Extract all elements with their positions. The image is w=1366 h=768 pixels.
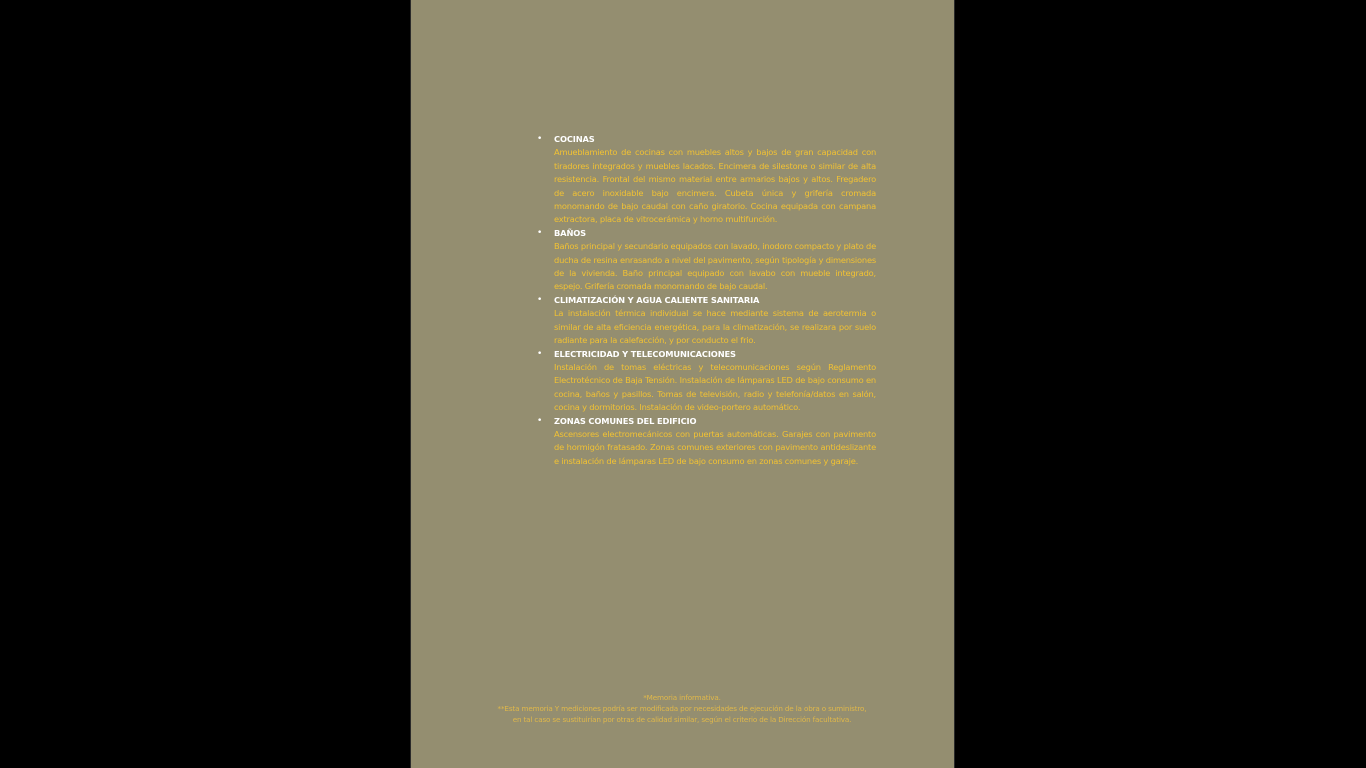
section-banos bbox=[537, 227, 876, 294]
footer-note bbox=[497, 692, 867, 726]
section-text: Amueblamiento de cocinas con muebles altos y bajos de gran capacidad con tiradores integrados y muebles lacados. Encimera de silestone o similar de alta resistencia. Frontal del mismo material entre armarios bajos y altos. Fregadero de acero inoxidable bajo encimera. Cubeta única y grifería cromada monomando de bajo caudal con caño giratorio. Cocina equipada con campana extractora, placa de vitrocerámica y horno multifunción. bbox=[554, 147, 876, 225]
section-text: Ascensores electromecánicos con puertas automáticas. Garajes con pavimento de hormigón fratasado. Zonas comunes exteriores con pavimento antideslizante e instalación de lámparas LED de bajo consumo en zonas comunes y garaje. bbox=[554, 428, 876, 466]
section-text: Instalación de tomas eléctricas y telecomunicaciones según Reglamento Electrotécnico de Baja Tensión. Instalación de lámparas LED de bajo consumo en cocina, baños y pasillos. Tomas de televisión, radio y telefonía/datos en salón, cocina y dormitorios. Instalación de video-portero automático. bbox=[554, 361, 876, 413]
section-title: ELECTRICIDAD Y TELECOMUNICACIONES bbox=[554, 348, 736, 359]
bullet-icon: • bbox=[537, 415, 543, 426]
bullet-icon: • bbox=[537, 294, 543, 305]
footer-note-line1: *Memoria informativa. bbox=[643, 693, 721, 702]
section-title: CLIMATIZACIÓN Y AGUA CALIENTE SANITARIA bbox=[554, 294, 760, 305]
section-electricidad bbox=[537, 348, 876, 415]
bullet-icon: • bbox=[537, 227, 543, 238]
section-climatizacion bbox=[537, 294, 876, 348]
section-title: BAÑOS bbox=[554, 227, 586, 238]
section-title: COCINAS bbox=[554, 134, 595, 144]
specifications-list bbox=[537, 133, 876, 468]
section-text: La instalación térmica individual se hace mediante sistema de aerotermia o similar de alta eficiencia energética, para la climatización, se realizara por suelo radiante para la calefacción, y por conducto el frio. bbox=[554, 308, 876, 346]
section-zonas-comunes bbox=[537, 415, 876, 469]
bullet-icon: • bbox=[537, 134, 543, 144]
section-title: ZONAS COMUNES DEL EDIFICIO bbox=[554, 415, 697, 426]
section-text: Baños principal y secundario equipados con lavado, inodoro compacto y plato de ducha de resina enrasando a nivel del pavimento, según tipología y dimensiones de la vivienda. Baño principal equipado con lavabo con mueble integrado, espejo. Grifería cromada monomando de bajo caudal. bbox=[554, 241, 876, 292]
footer-note-line2: **Esta memoria Y mediciones podría ser modificada por necesidades de ejecución de la obra o suministro, en tal caso se sustituirían por otras de calidad similar, según el criterio de la Dirección facultativa. bbox=[497, 704, 867, 725]
bullet-icon: • bbox=[537, 348, 543, 359]
document-page bbox=[411, 0, 954, 768]
section-cocinas bbox=[537, 133, 876, 227]
